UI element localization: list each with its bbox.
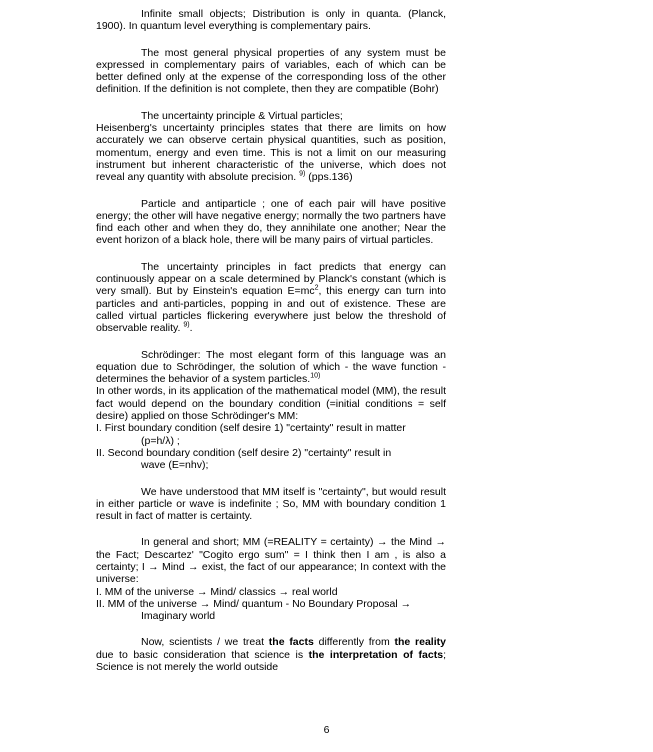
boundary-condition-1: I. First boundary condition (self desire 1) "certainty" result in matter bbox=[96, 422, 406, 435]
page-number: 6 bbox=[323, 724, 330, 736]
universe-item-1: I. MM of the universe → Mind/ classics → real world bbox=[96, 585, 338, 598]
boundary-condition-2-formula: wave (E=nhv); bbox=[141, 459, 209, 472]
reference-marker: 10) bbox=[310, 372, 321, 380]
paragraph-quanta: Infinite small objects; Distribution is only in quanta. (Planck, 1900). In quantum level everything is complementary pairs. bbox=[96, 8, 446, 33]
paragraph-virtual-particles bbox=[96, 261, 446, 335]
paragraph-uncertainty-principle bbox=[96, 110, 446, 184]
schrodinger-text-a: Schrödinger: The most elegant form of this language was an equation due to Schrödinger, the solution of which - the wave function - determines the behavior of a system particles. bbox=[96, 348, 446, 386]
general-text: In general and short; MM (=REALITY = certainty) → the Mind → the Fact; Descartez' "Cogito ergo sum" = I think then I am , is also a certainty; I → Mind → exist, the fact of our appearance; In context with the universe: bbox=[96, 536, 446, 586]
boundary-condition-2: II. Second boundary condition (self desire 2) "certainty" result in bbox=[96, 446, 392, 459]
exponent: 2 bbox=[314, 284, 319, 292]
paragraph-mm-certainty: We have understood that MM itself is "certainty", but would result in either particle or wave is indefinite ; So, MM with boundary condition 1 result in fact of matter is certainty. bbox=[96, 485, 446, 523]
virtual-text-b: , this energy can turn into particles and anti-particles, popping in and out of existence. These are called virtual particles flickering everywhere just below the threshold of observable reality. bbox=[96, 285, 446, 335]
period: . bbox=[189, 322, 193, 335]
scientists-text-3: due to basic consideration that science is bbox=[96, 648, 309, 661]
bold-interpretation: the interpretation of facts bbox=[308, 648, 444, 661]
boundary-condition-1-formula: (p=h/λ) ; bbox=[141, 434, 180, 447]
reference-marker: 9) bbox=[183, 321, 190, 329]
paragraph-complementary-pairs: The most general physical properties of any system must be expressed in complementary pairs of variables, each of which can be better defined only at the expense of the corresponding loss of the other definition. If the definition is not complete, then they are compatible (Bohr) bbox=[96, 46, 446, 96]
paragraph-general-short bbox=[96, 536, 446, 622]
paragraph-schrodinger bbox=[96, 349, 446, 472]
paragraph-antiparticle: Particle and antiparticle ; one of each pair will have positive energy; the other will have negative energy; normally the two partners have find each other and when they do, they annihilate one another; Near the event horizon of a black hole, there will be many pairs of virtual particles. bbox=[96, 197, 446, 247]
section-heading-uncertainty: The uncertainty principle & Virtual particles; bbox=[141, 109, 343, 122]
scientists-text-2: differently from bbox=[313, 636, 395, 649]
universe-item-2: II. MM of the universe → Mind/ quantum - No Boundary Proposal → bbox=[96, 597, 412, 610]
paragraph-scientists bbox=[96, 636, 446, 673]
reference-marker: 9) bbox=[299, 170, 306, 178]
document-page bbox=[96, 8, 446, 687]
bold-the-facts: the facts bbox=[268, 636, 314, 649]
scientists-text-1: Now, scientists / we treat bbox=[141, 636, 269, 649]
schrodinger-text-b: In other words, in its application of the mathematical model (MM), the result fact would depend on the boundary condition (=initial conditions = self desire) applied on those Schrödinger's MM: bbox=[96, 385, 446, 423]
page-reference: (pps.136) bbox=[305, 171, 353, 184]
virtual-text-a: The uncertainty principles in fact predicts that energy can continuously appear on a scale determined by Planck's constant (which is very small). But by Einstein's equation E=mc bbox=[96, 260, 446, 298]
scientists-text-4: ; Science is not merely the world outside bbox=[96, 648, 446, 674]
bold-the-reality: the reality bbox=[394, 636, 446, 649]
uncertainty-text: Heisenberg's uncertainty principles states that there are limits on how accurately we can observe certain physical quantities, such as position, momentum, energy and even time. This is not a limit on our measuring instrument but inherent characteristic of the universe, which does not reveal any quantity with absolute precision. bbox=[96, 122, 446, 184]
schrodinger-intro bbox=[96, 349, 446, 386]
universe-item-2-continued: Imaginary world bbox=[141, 610, 216, 623]
